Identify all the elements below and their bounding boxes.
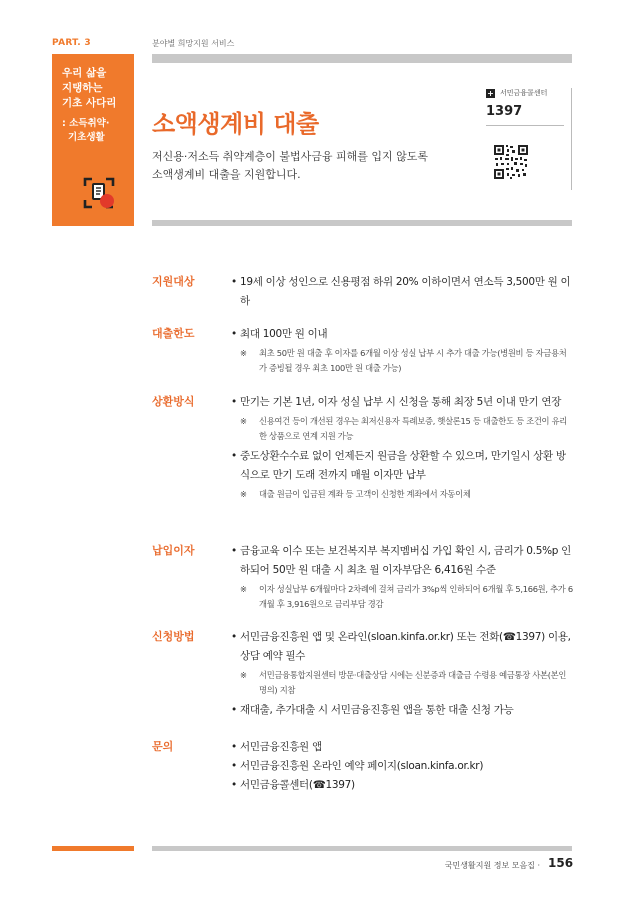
bullet-item: • 서민금융진흥원 앱 — [231, 738, 573, 757]
section-label: 신청방법 — [152, 630, 195, 643]
sidebar-sub-2: 기초생활 — [68, 132, 105, 143]
contact-phone: 1397 — [486, 104, 523, 119]
sidebar-line-3: 기초 사다리 — [62, 97, 117, 109]
note-item: ※ 이자 성실납부 6개월마다 2차례에 걸쳐 금리가 3%p씩 인하되어 6개월 후 5,166원, 추가 6개월 후 3,916원으로 금리부담 경감 — [240, 582, 573, 612]
part-label: PART. 3 — [52, 38, 91, 48]
bullet-item: • 서민금융콜센터(☎1397) — [231, 776, 573, 795]
subtitle-line-2: 소액생계비 대출을 지원합니다. — [152, 168, 301, 181]
bullet-item: • 금융교육 이수 또는 보건복지부 복지멤버십 가입 확인 시, 금리가 0.5%p 인하되어 50만 원 대출 시 최초 월 이자부담은 6,416원 수준 — [231, 542, 573, 580]
bullet-item: • 최대 100만 원 이내 — [231, 325, 573, 344]
bullet-item: • 서민금융진흥원 온라인 예약 페이지(sloan.kinfa.or.kr) — [231, 757, 573, 776]
contact-box — [486, 88, 572, 190]
bullet-item: • 19세 이상 성인으로 신용평점 하위 20% 이하이면서 연소득 3,500만 원 이하 — [231, 273, 573, 311]
section-label: 분야별 희망지원 서비스 — [152, 39, 235, 48]
document-scan-icon — [82, 176, 116, 210]
bullet-item: • 서민금융진흥원 앱 및 온라인(sloan.kinfa.or.kr) 또는 전화(☎1397) 이용, 상담 예약 필수 — [231, 628, 573, 666]
section-label: 지원대상 — [152, 275, 195, 288]
bullet-item: • 재대출, 추가대출 시 서민금융진흥원 앱을 통한 대출 신청 가능 — [231, 701, 573, 720]
plus-icon: + — [487, 88, 494, 98]
contact-divider — [486, 125, 564, 126]
bottom-gray-bar — [152, 846, 572, 851]
bullet-item: • 중도상환수수료 없이 언제든지 원금을 상환할 수 있으며, 만기일시 상환 방식으로 만기 도래 전까지 매월 이자만 납부 — [231, 447, 573, 485]
subtitle-line-1: 저신용·저소득 취약계층이 불법사금융 피해를 입지 않도록 — [152, 150, 429, 163]
sidebar-box — [52, 58, 134, 226]
page-number: 156 — [548, 856, 574, 870]
mid-gray-bar — [152, 220, 572, 226]
note-item: ※ 신용여건 등이 개선된 경우는 최저신용자 특례보증, 햇살론15 등 대출한도 등 조건이 유리한 상품으로 연계 지원 가능 — [240, 414, 573, 444]
note-item: ※ 대출 원금이 입금된 계좌 등 고객이 신청한 계좌에서 자동이체 — [240, 487, 573, 502]
page-title: 소액생계비 대출 — [152, 110, 319, 138]
page-subtitle — [152, 148, 428, 184]
bullet-item: • 만기는 기본 1년, 이자 성실 납부 시 신청을 통해 최장 5년 이내 만기 연장 — [231, 393, 573, 412]
section-label: 대출한도 — [152, 327, 195, 340]
section-label: 문의 — [152, 740, 174, 753]
section-label: 납입이자 — [152, 544, 195, 557]
qr-code-icon[interactable] — [493, 144, 529, 180]
sidebar-line-2: 지탱하는 — [62, 82, 103, 94]
bottom-accent-bar — [52, 846, 134, 851]
note-item: ※ 서민금융통합지원센터 방문·대출상담 시에는 신분증과 대출금 수령용 예금통장 사본(본인명의) 지참 — [240, 668, 573, 698]
sidebar-sub-1: : 소득취약· — [62, 118, 110, 129]
contact-label: 서민금융콜센터 — [500, 89, 548, 97]
note-item: ※ 최초 50만 원 대출 후 이자를 6개월 이상 성실 납부 시 추가 대출 가능(병원비 등 자금용처가 증빙될 경우 최초 100만 원 대출 가능) — [240, 346, 573, 376]
section-label: 상환방식 — [152, 395, 195, 408]
footer-text: 국민생활지원 정보 모음집 · — [444, 861, 540, 870]
sidebar-line-1: 우리 삶을 — [62, 67, 107, 79]
top-gray-bar — [152, 54, 572, 63]
